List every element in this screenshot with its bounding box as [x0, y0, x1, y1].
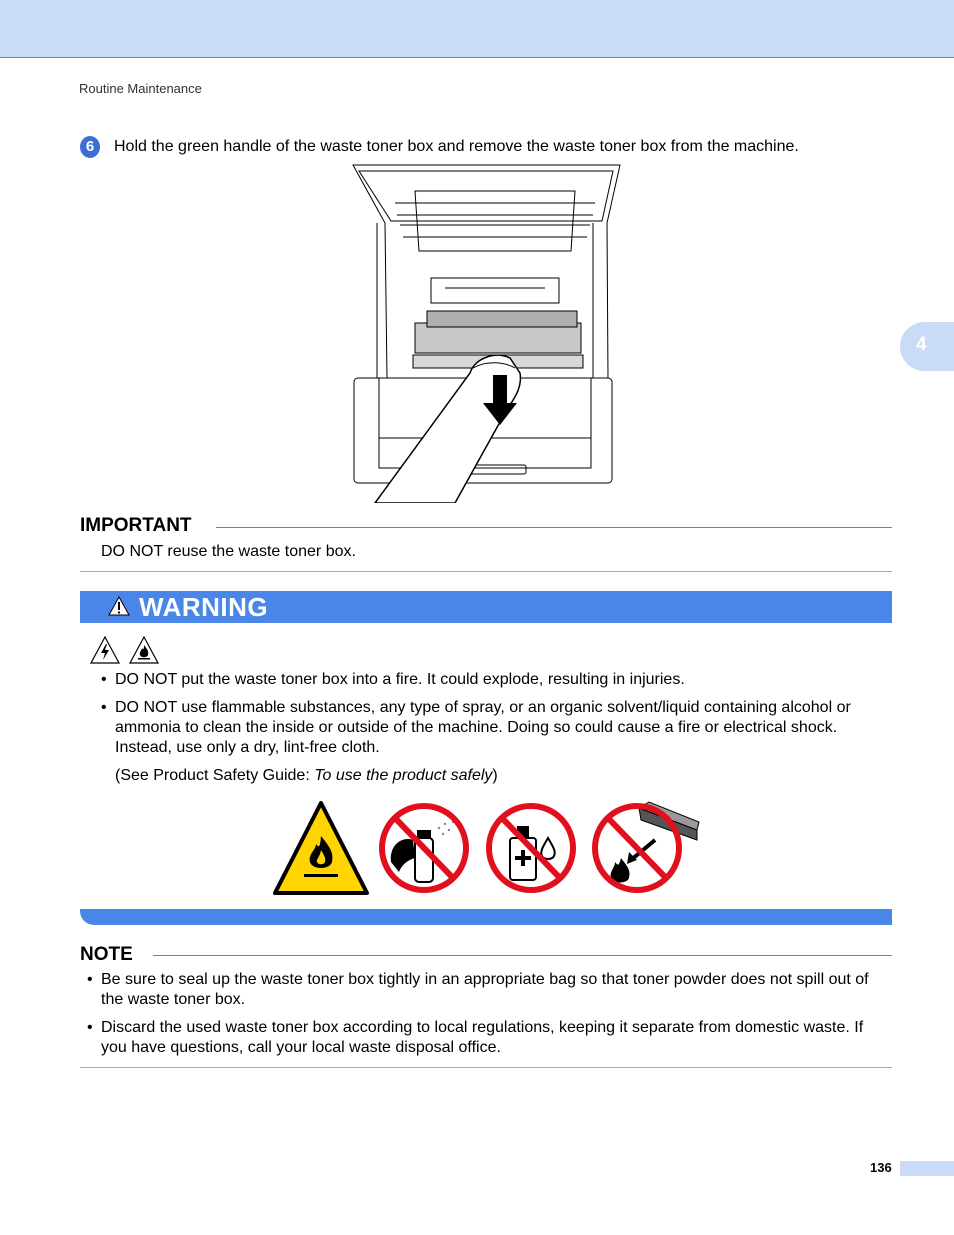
note-rule	[153, 955, 892, 956]
no-fire-icon	[591, 800, 701, 896]
running-head: Routine Maintenance	[79, 81, 202, 96]
warning-end-bar	[80, 909, 892, 925]
warning-banner	[80, 591, 892, 623]
chapter-tab[interactable]	[900, 322, 954, 371]
warning-reference	[115, 766, 498, 786]
warning-bullet-text: DO NOT put the waste toner box into a fire. It could explode, resulting in injuries.	[115, 671, 685, 688]
chapter-number: 4	[916, 334, 927, 355]
important-bottom-rule	[80, 571, 892, 572]
step-instruction: Hold the green handle of the waste toner box and remove the waste toner box from the machine.	[114, 138, 799, 155]
note-bullet-text: Be sure to seal up the waste toner box tightly in an appropriate bag so that toner powder does not spill out of the waste toner box.	[101, 971, 869, 1008]
fire-hazard-icon	[129, 636, 159, 664]
header-band	[0, 0, 954, 58]
reference-title: To use the product safely	[314, 767, 493, 784]
reference-prefix: (See Product Safety Guide:	[115, 767, 315, 784]
no-spray-icon	[377, 800, 472, 896]
note-heading: NOTE	[80, 944, 133, 965]
printer-illustration	[345, 163, 625, 503]
step-marker: 6	[80, 136, 100, 158]
warning-triangle-icon	[108, 596, 130, 616]
note-bottom-rule	[80, 1067, 892, 1068]
no-solvent-icon	[484, 800, 579, 896]
warning-title: WARNING	[139, 592, 269, 622]
important-rule	[216, 527, 892, 528]
page-tab	[900, 1161, 954, 1176]
note-bullet-text: Discard the used waste toner box according to local regulations, keeping it separate from domestic waste. If you have questions, call your local waste disposal office.	[101, 1019, 864, 1056]
important-heading: IMPORTANT	[80, 515, 192, 536]
flammable-warning-sign-icon	[272, 800, 370, 896]
reference-suffix: )	[492, 767, 498, 784]
warning-bullet-text: DO NOT use flammable substances, any type of spray, or an organic solvent/liquid containing alcohol or ammonia to clean the inside or outside of the machine. Doing so could cause a fire or electrical shock. Instead, use only a dry, lint-free cloth.	[115, 699, 851, 756]
important-text: DO NOT reuse the waste toner box.	[101, 543, 356, 560]
electrical-hazard-icon	[90, 636, 120, 664]
page-number: 136	[870, 1160, 892, 1175]
